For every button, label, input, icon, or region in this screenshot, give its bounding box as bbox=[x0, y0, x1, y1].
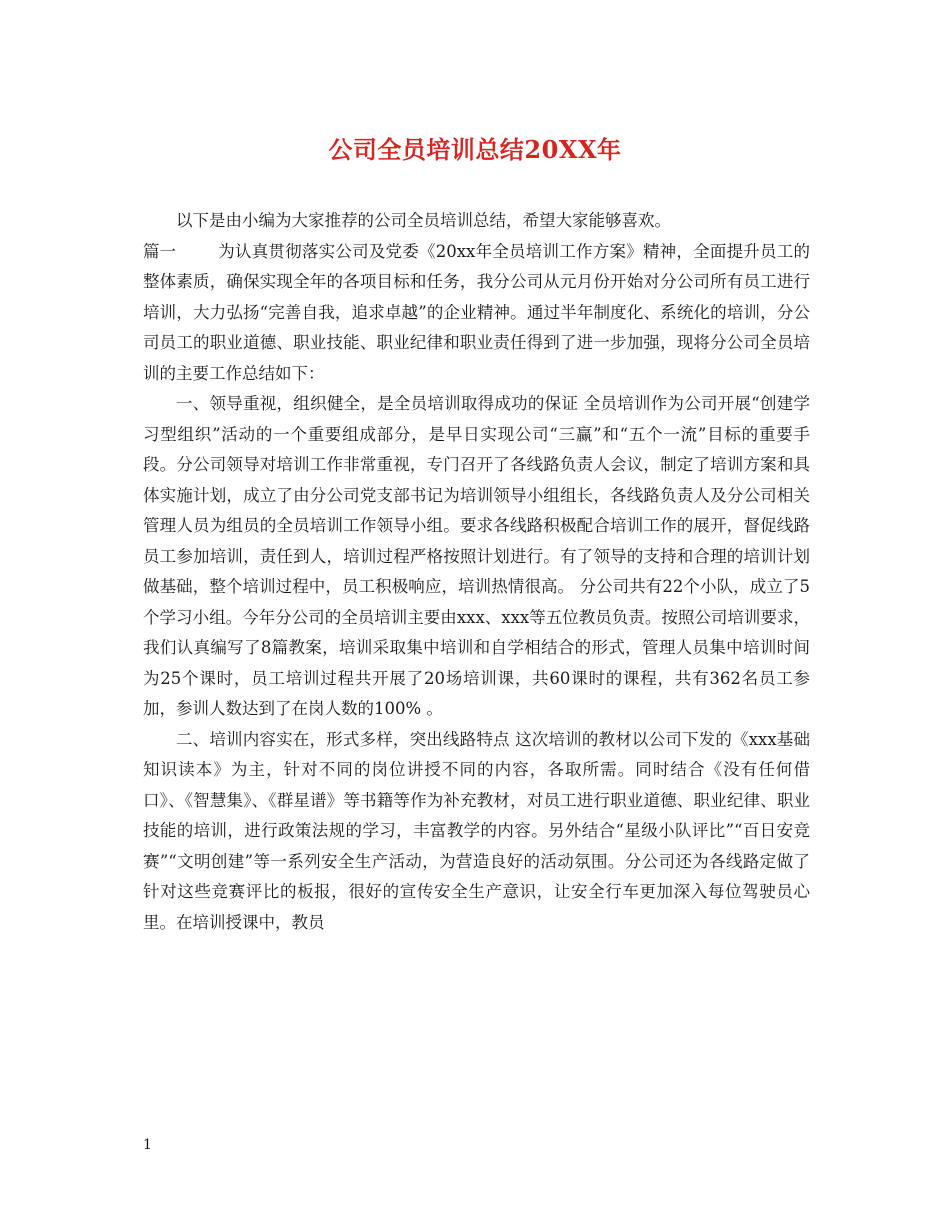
page-number: 1 bbox=[143, 1137, 152, 1153]
section-content-paragraph: 二、培训内容实在，形式多样，突出线路特点 这次培训的教材以公司下发的《xxx基础知识读本》为主，针对不同的岗位讲授不同的内容，各取所需。同时结合《没有任何借口》、《智慧集》、《群星谱》等书籍等作为补充教材，对员工进行职业道德、职业纪律、职业技能的培训，进行政策法规的学习，丰富教学的内容。另外结合“星级小队评比”“百日安竞赛”“文明创建”等一系列安全生产活动，为营造良好的活动氛围。分公司还为各线路定做了针对这些竞赛评比的板报，很好的宣传安全生产意识，让安全行车更加深入每位驾驶员心里。在培训授课中，教员 bbox=[143, 729, 810, 932]
section-leadership-paragraph: 一、领导重视，组织健全，是全员培训取得成功的保证 全员培训作为公司开展“创建学习型组织”活动的一个重要组成部分，是早日实现公司“三赢”和“五个一流”目标的重要手段。分公司领导对培训工作非常重视，专门召开了各线路负责人会议，制定了培训方案和具体实施计划，成立了由分公司党支部书记为培训领导小组组长，各线路负责人及分公司相关管理人员为组员的全员培训工作领导小组。要求各线路积极配合培训工作的展开，督促线路员工参加培训，责任到人，培训过程严格按照计划进行。有了领导的支持和合理的培训计划做基础，整个培训过程中，员工积极响应，培训热情很高。 分公司共有22个小队，成立了5个学习小组。今年分公司的全员培训主要由xxx、xxx等五位教员负责。按照公司培训要求，我们认真编写了8篇教案，培训采取集中培训和自学相结合的形式，管理人员集中培训时间为25个课时，员工培训过程共开展了20场培训课，共60课时的课程，共有362名员工参加，参训人数达到了在岗人数的100% 。 bbox=[143, 394, 810, 718]
section-label: 篇一 bbox=[143, 241, 176, 261]
document-title: 公司全员培训总结20XX年 bbox=[328, 135, 622, 164]
intro-paragraph: 以下是由小编为大家推荐的公司全员培训总结，希望大家能够喜欢。 bbox=[176, 211, 671, 230]
document-body bbox=[143, 206, 810, 938]
section-one-paragraph bbox=[143, 237, 810, 390]
paragraph-text: 为认真贯彻落实公司及党委《20xx年全员培训工作方案》精神，全面提升员工的整体素质，确保实现全年的各项目标和任务，我分公司从元月份开始对分公司所有员工进行培训，大力弘扬“完善自我，追求卓越”的企业精神。通过半年制度化、系统化的培训，分公司员工的职业道德、职业技能、职业纪律和职业责任得到了进一步加强，现将分公司全员培训的主要工作总结如下： bbox=[143, 241, 810, 383]
